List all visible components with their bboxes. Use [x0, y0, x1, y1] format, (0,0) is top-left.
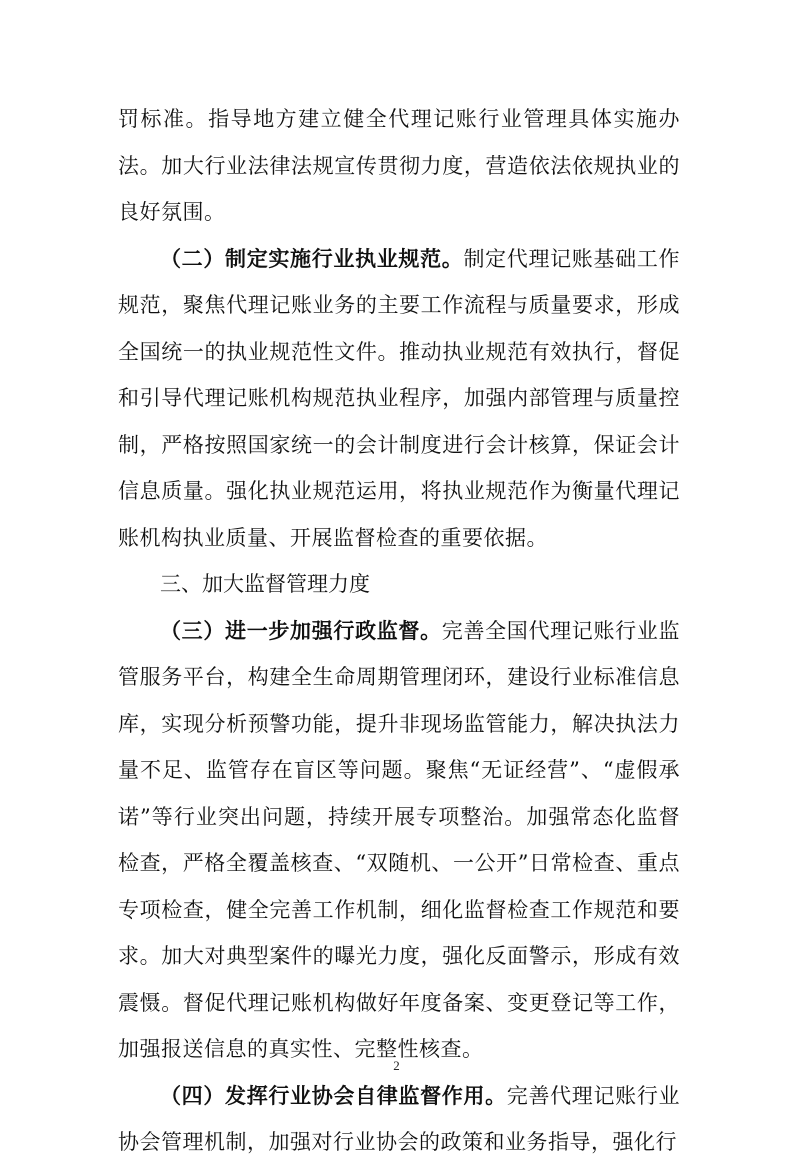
- paragraph-item-3: [118, 608, 680, 1073]
- item-2-lead: （二）制定实施行业执业规范。: [160, 245, 464, 271]
- item-4-lead: （四）发挥行业协会自律监督作用。: [160, 1082, 507, 1108]
- item-3-body: 完善全国代理记账行业监管服务平台，构建全生命周期管理闭环，建设行业标准信息库，实现分析预警功能，提升非现场监管能力，解决执法力量不足、监管存在盲区等问题。聚焦“无证经营”、“虚假承诺”等行业突出问题，持续开展专项整治。加强常态化监督检查，严格全覆盖核查、“双随机、一公开”日常检查、重点专项检查，健全完善工作机制，细化监督检查工作规范和要求。加大对典型案件的曝光力度，强化反面警示，形成有效震慑。督促代理记账机构做好年度备案、变更登记等工作，加强报送信息的真实性、完整性核查。: [118, 618, 681, 1061]
- paragraph-item-4: [118, 1073, 680, 1166]
- paragraph-item-2: [118, 236, 680, 562]
- continuation-paragraph: 罚标准。指导地方建立健全代理记账行业管理具体实施办法。加大行业法律法规宣传贯彻力度，营造依法依规执业的良好氛围。: [118, 107, 680, 224]
- item-2-body: 制定代理记账基础工作规范，聚焦代理记账业务的主要工作流程与质量要求，形成全国统一的执业规范性文件。推动执业规范有效执行，督促和引导代理记账机构规范执业程序，加强内部管理与质量控制，严格按照国家统一的会计制度进行会计核算，保证会计信息质量。强化执业规范运用，将执业规范作为衡量代理记账机构执业质量、开展监督检查的重要依据。: [118, 246, 681, 550]
- document-body: [118, 96, 680, 1166]
- section-3-heading: 三、加大监督管理力度: [160, 572, 370, 596]
- item-3-lead: （三）进一步加强行政监督。: [160, 617, 442, 643]
- item-4-body: 完善代理记账行业协会管理机制，加强对行业协会的政策和业务指导，强化行: [118, 1083, 680, 1154]
- page-number: 2: [393, 1058, 400, 1073]
